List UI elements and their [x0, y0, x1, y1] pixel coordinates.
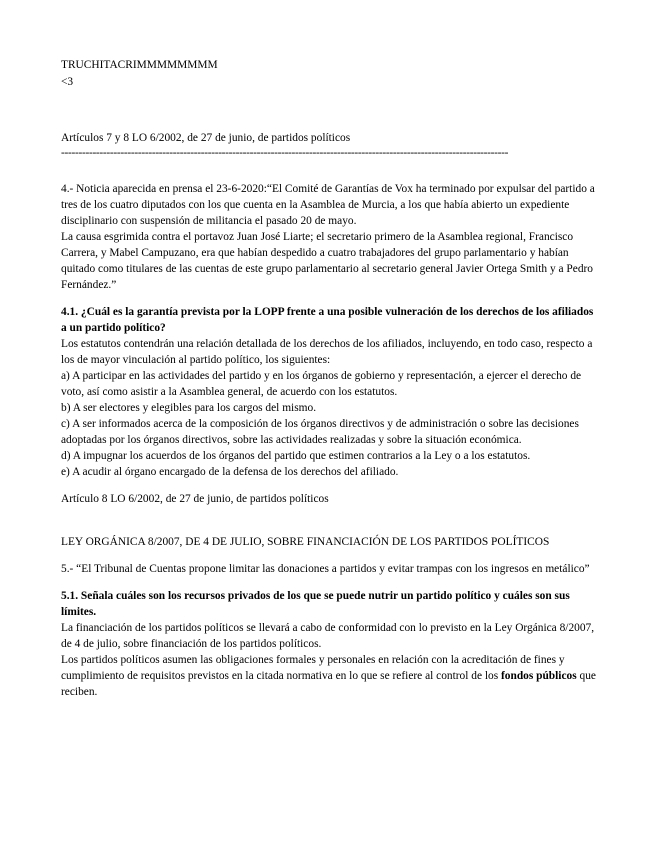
- paragraph-2-start: Los partidos políticos asumen las obligaciones formales y personales en relación con la acreditación de fines y cumplimiento de requisitos previstos en la citada normativa en lo que se refiere al control de los: [61, 654, 565, 682]
- law-title: LEY ORGÁNICA 8/2007, DE 4 DE JULIO, SOBRE FINANCIACIÓN DE LOS PARTIDOS POLÍTICOS: [61, 536, 550, 548]
- question-5-intro: 5.- “El Tribunal de Cuentas propone limitar las donaciones a partidos y evitar trampas con los ingresos en metálico”: [61, 563, 590, 575]
- question-4-cause: La causa esgrimida contra el portavoz Juan José Liarte; el secretario primero de la Asamblea regional, Francisco Carrera, y Mabel Campuzano, era que habían despedido a cuatro trabajadores del grupo parlamentario y habían quitado como titulares de las cuentas de este grupo parlamentario al secretario general Javier Ortega Smith y a Pedro Fernández.”: [61, 231, 594, 291]
- question-4-1-heading-text: 4.1. ¿Cuál es la garantía prevista por la LOPP frente a una posible vulneración de los derechos de los afiliados a un partido político?: [61, 306, 594, 334]
- question-4-1-intro: Los estatutos contendrán una relación detallada de los derechos de los afiliados, incluyendo, en todo caso, respecto a los de mayor vinculación al partido político, los siguientes:: [61, 338, 593, 366]
- public-funds-bold: fondos públicos: [501, 670, 577, 682]
- document-page: [61, 57, 601, 700]
- question-4-intro: 4.- Noticia aparecida en prensa el 23-6-2020:“El Comité de Garantías de Vox ha terminado por expulsar del partido a tres de los cuatro diputados con los que cuenta en la Asamblea de Murcia, a los que había abierto un expediente disciplinario con suspensión de militancia el pasado 20 de mayo.: [61, 183, 595, 227]
- article-8-reference: Artículo 8 LO 6/2002, de 27 de junio, de partidos políticos: [61, 493, 329, 505]
- question-5-1-heading-text: 5.1. Señala cuáles son los recursos privados de los que se puede nutrir un partido político y cuáles son sus límites.: [61, 590, 570, 618]
- question-4-1-heading: [61, 304, 601, 336]
- question-5-1-paragraph-2: [61, 652, 601, 700]
- question-5-1-heading: [61, 588, 601, 620]
- rights-item-e: e) A acudir al órgano encargado de la defensa de los derechos del afiliado.: [61, 466, 399, 478]
- articles-reference: Artículos 7 y 8 LO 6/2002, de 27 de junio, de partidos políticos: [61, 132, 351, 144]
- document-subtitle: <3: [61, 76, 74, 88]
- rights-item-d: d) A impugnar los acuerdos de los órganos del partido que estimen contrarios a la Ley o a los estatutos.: [61, 450, 531, 462]
- paragraph-2-end: que reciben.: [61, 670, 596, 698]
- rights-item-b: b) A ser electores y elegibles para los cargos del mismo.: [61, 402, 317, 414]
- document-title: TRUCHITACRIMMMMMMMM: [61, 59, 218, 71]
- question-5-1-paragraph-1: La financiación de los partidos políticos se llevará a cabo de conformidad con lo previsto en la Ley Orgánica 8/2007, de 4 de julio, sobre financiación de los partidos políticos.: [61, 622, 595, 650]
- section-divider: --------------------------------------------------------------------------------------------------------------------------------: [61, 147, 509, 159]
- rights-item-a: a) A participar en las actividades del partido y en los órganos de gobierno y representación, a ejercer el derecho de voto, así como asistir a la Asamblea general, de acuerdo con los estatutos.: [61, 370, 582, 398]
- rights-item-c: c) A ser informados acerca de la composición de los órganos directivos y de administración o sobre las decisiones adoptadas por los órganos directivos, sobre las actividades realizadas y sobre la situación económica.: [61, 418, 579, 446]
